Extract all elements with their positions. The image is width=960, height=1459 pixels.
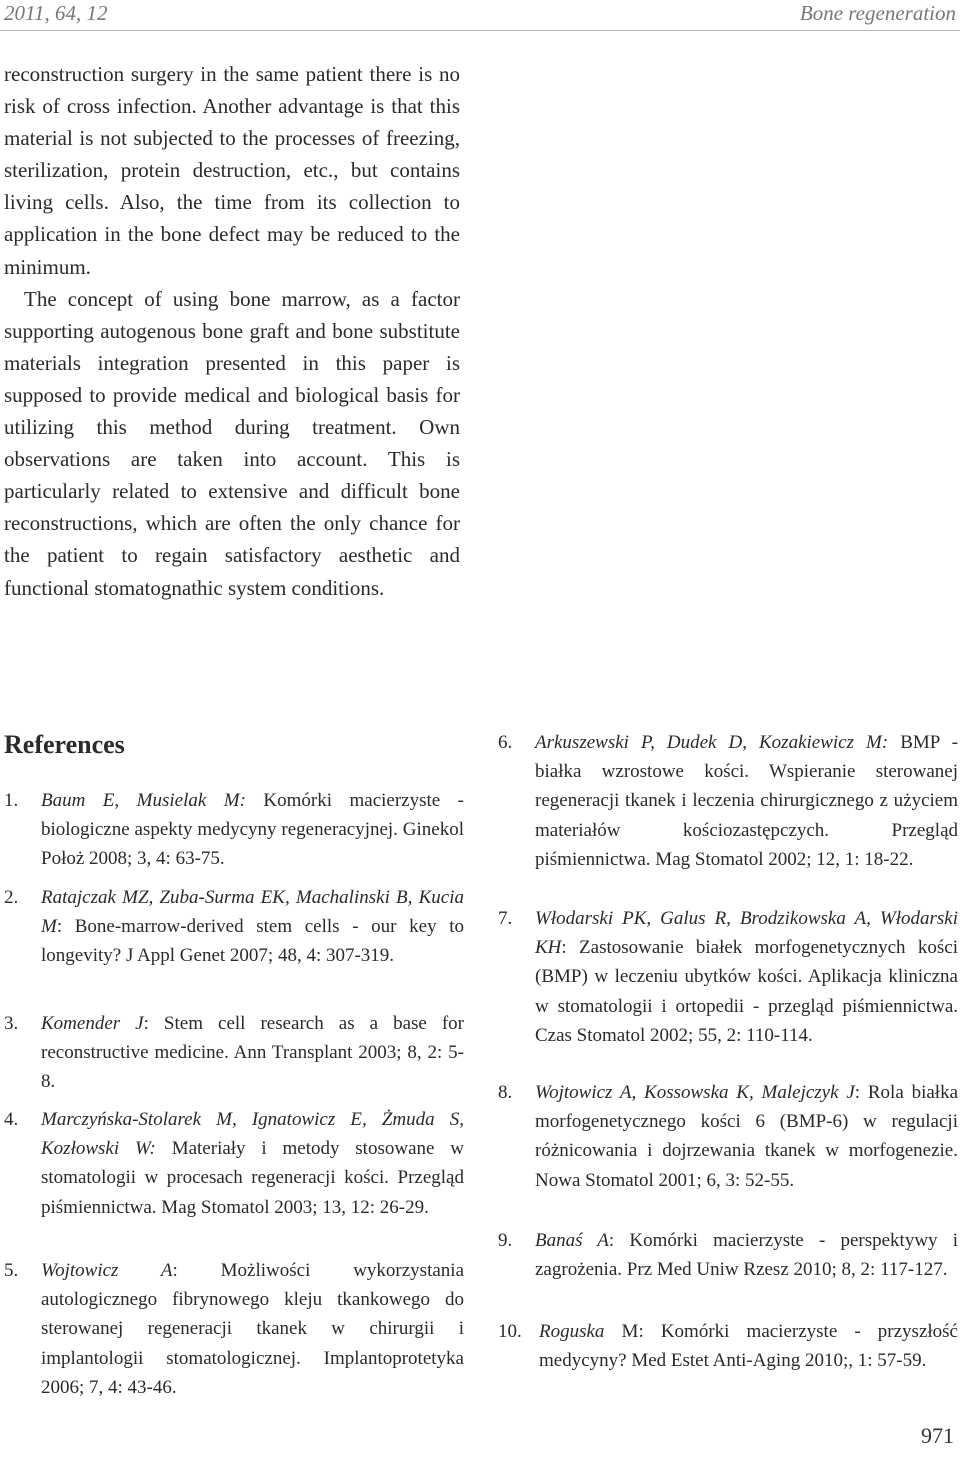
reference-item — [4, 1009, 464, 1097]
reference-authors: Ratajczak MZ, Zuba-Surma EK, Machalinski B, Kucia M — [41, 887, 464, 938]
reference-details: : Zastosowanie białek morfogenetycznych kości (BMP) w leczeniu ubytków kości. Aplikacja kliniczna w stomatologii i ortopedii - przegląd piśmiennictwa. Czas Stomatol 2002; 55, 2: 110-114. — [535, 937, 958, 1046]
reference-details: : Rola białka morfogenetycznego kości 6 (BMP-6) w regulacji różnicowania i dojrzewania tkanek w morfogenezie. Nowa Stomatol 2001; 6, 3: 52-55. — [535, 1082, 958, 1191]
reference-authors: Marczyńska-Stolarek M, Ignatowicz E, Żmuda S, Kozłowski W: — [41, 1109, 464, 1160]
reference-item — [498, 728, 958, 874]
reference-number: 8. — [498, 1082, 513, 1103]
reference-number: 10. — [498, 1321, 522, 1342]
reference-details: M: Komórki macierzyste - przyszłość medycyny? Med Estet Anti-Aging 2010;, 1: 57-59. — [539, 1321, 958, 1372]
body-text — [4, 58, 460, 604]
reference-number: 9. — [498, 1230, 513, 1251]
reference-details: : Możliwości wykorzystania autologicznego fibrynowego kleju tkankowego do sterowanej regeneracji tkanek w chirurgii i implantologii stomatologicznej. Implantoprotetyka 2006; 7, 4: 43-46. — [41, 1260, 464, 1398]
reference-item — [498, 1317, 958, 1375]
reference-authors: Komender J — [41, 1013, 144, 1034]
references-heading: References — [4, 730, 125, 759]
reference-number: 5. — [4, 1260, 19, 1281]
reference-authors: Banaś A — [535, 1230, 609, 1251]
reference-details: BMP - białka wzrostowe kości. Wspieranie sterowanej regeneracji tkanek i leczenia chirurgicznego z użyciem materiałów kościozastępczych. Przegląd piśmiennictwa. Mag Stomatol 2002; 12, 1: 18-22. — [535, 732, 958, 870]
reference-authors: Arkuszewski P, Dudek D, Kozakiewicz M: — [535, 732, 889, 753]
page-number: 971 — [921, 1423, 954, 1448]
reference-number: 1. — [4, 790, 19, 811]
body-paragraph: reconstruction surgery in the same patient there is no risk of cross infection. Another advantage is that this material is not subjected to the processes of freezing, sterilization, protein destruction, etc., but contains living cells. Also, the time from its collection to application in the bone defect may be reduced to the minimum. — [4, 62, 460, 279]
reference-number: 3. — [4, 1013, 19, 1034]
reference-number: 4. — [4, 1109, 19, 1130]
reference-item — [498, 1078, 958, 1195]
reference-item — [4, 786, 464, 874]
reference-details: Materiały i metody stosowane w stomatologii w procesach regeneracji kości. Przegląd piśmiennictwa. Mag Stomatol 2003; 13, 12: 26-29. — [41, 1138, 464, 1218]
reference-details: Komórki macierzyste - biologiczne aspekty medycyny regeneracyjnej. Ginekol Położ 2008; 3, 4: 63-75. — [41, 790, 465, 870]
reference-item — [4, 1105, 464, 1222]
reference-authors: Wojtowicz A, Kossowska K, Malejczyk J — [535, 1082, 855, 1103]
journal-info: 2011, 64, 12 — [4, 1, 108, 25]
reference-authors: Baum E, Musielak M: — [41, 790, 246, 811]
running-title: Bone regeneration — [799, 1, 956, 25]
reference-number: 7. — [498, 908, 513, 929]
reference-authors: Roguska — [539, 1321, 605, 1342]
body-paragraph: The concept of using bone marrow, as a factor supporting autogenous bone graft and bone substitute materials integration presented in this paper is supposed to provide medical and biological basis for utilizing this method during treatment. Own observations are taken into account. This is particularly related to extensive and difficult bone reconstructions, which are often the only chance for the patient to regain satisfactory aesthetic and functional stomatognathic system conditions. — [4, 286, 460, 600]
reference-item — [498, 904, 958, 1050]
reference-item — [4, 1256, 464, 1402]
reference-item — [4, 883, 464, 971]
reference-number: 6. — [498, 732, 513, 753]
header-divider — [0, 30, 960, 31]
reference-authors: Włodarski PK, Galus R, Brodzikowska A, Włodarski KH — [535, 908, 958, 959]
reference-item — [498, 1226, 958, 1284]
reference-details: : Komórki macierzyste - perspektywy i zagrożenia. Prz Med Uniw Rzesz 2010; 8, 2: 117-127. — [535, 1230, 958, 1281]
reference-number: 2. — [4, 887, 19, 908]
reference-details: : Stem cell research as a base for reconstructive medicine. Ann Transplant 2003; 8, 2: 5-8. — [41, 1013, 465, 1093]
reference-details: : Bone-marrow-derived stem cells - our key to longevity? J Appl Genet 2007; 48, 4: 307-319. — [41, 916, 464, 967]
reference-authors: Wojtowicz A — [41, 1260, 173, 1281]
